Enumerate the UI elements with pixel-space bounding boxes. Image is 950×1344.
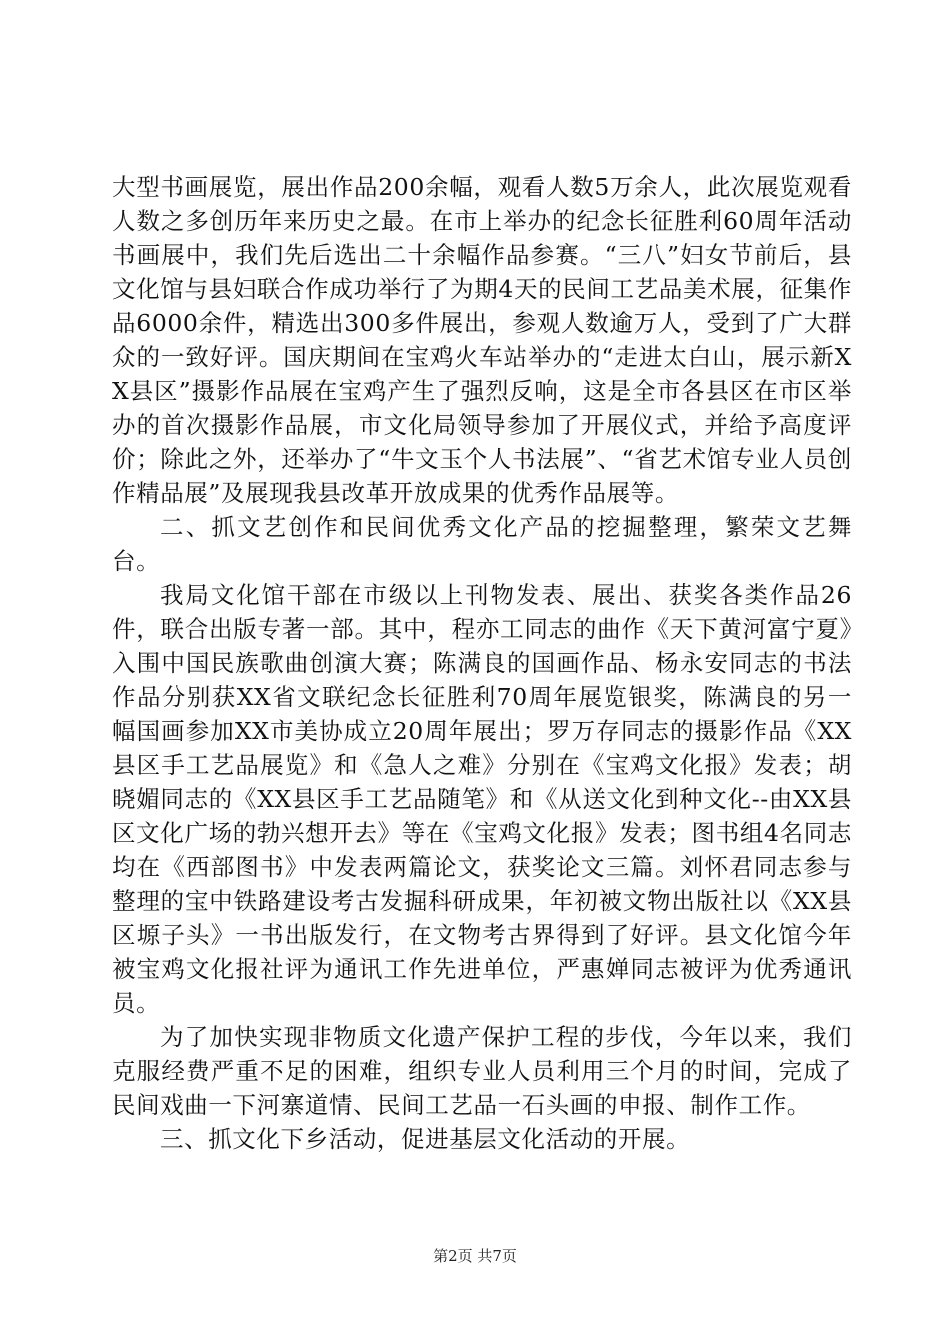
section-heading-creation: 二、抓文艺创作和民间优秀文化产品的挖掘整理，繁荣文艺舞台。 — [112, 513, 852, 575]
page-number-footer: 第2页 共7页 — [433, 1247, 517, 1265]
document-body — [112, 170, 852, 1156]
paragraph-exhibitions: 大型书画展览，展出作品200余幅，观看人数5万余人，此次展览观看人数之多创历年来历史之最。在市上举办的纪念长征胜利60周年活动书画展中，我们先后选出二十余幅作品参赛。“三八”妇女节前后，县文化馆与县妇联合作成功举行了为期4天的民间工艺品美术展，征集作品6000余件，精选出300多件展出，参观人数逾万人，受到了广大群众的一致好评。国庆期间在宝鸡火车站举办的“走进太白山，展示新XX县区”摄影作品展在宝鸡产生了强烈反响，这是全市各县区在市区举办的首次摄影作品展，市文化局领导参加了开展仪式，并给予高度评价；除此之外，还举办了“牛文玉个人书法展”、“省艺术馆专业人员创作精品展”及展现我县改革开放成果的优秀作品展等。 — [112, 173, 852, 507]
paragraph-publications: 我局文化馆干部在市级以上刊物发表、展出、获奖各类作品26件，联合出版专著一部。其中，程亦工同志的曲作《天下黄河富宁夏》入围中国民族歌曲创演大赛；陈满良的国画作品、杨永安同志的书法作品分别获XX省文联纪念长征胜利70周年展览银奖，陈满良的另一幅国画参加XX市美协成立20周年展出；罗万存同志的摄影作品《XX县区手工艺品展览》和《急人之难》分别在《宝鸡文化报》发表；胡晓媚同志的《XX县区手工艺品随笔》和《从送文化到种文化--由XX县区文化广场的勃兴想开去》等在《宝鸡文化报》发表；图书组4名同志均在《西部图书》中发表两篇论文，获奖论文三篇。刘怀君同志参与整理的宝中铁路建设考古发掘科研成果，年初被文物出版社以《XX县区塬子头》一书出版发行，在文物考古界得到了好评。县文化馆今年被宝鸡文化报社评为通讯工作先进单位，严惠婵同志被评为优秀通讯员。 — [112, 581, 852, 1017]
paragraph-heritage: 为了加快实现非物质文化遗产保护工程的步伐，今年以来，我们克服经费严重不足的困难，组织专业人员利用三个月的时间，完成了民间戏曲一下河寨道情、民间工艺品一石头画的申报、制作工作。 — [112, 1023, 852, 1119]
section-heading-outreach: 三、抓文化下乡活动，促进基层文化活动的开展。 — [160, 1125, 691, 1153]
